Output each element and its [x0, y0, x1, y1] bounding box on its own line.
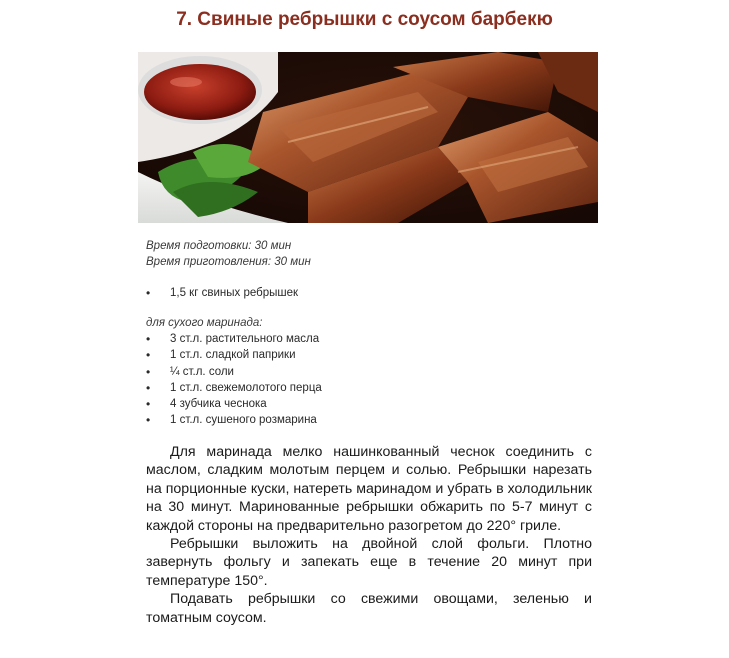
prep-time: Время подготовки: 30 мин	[146, 240, 292, 252]
marinade-ingredients-list	[146, 331, 322, 429]
list-item: • 1 ст.л. свежемолотого перца	[146, 380, 322, 396]
instruction-paragraph: Ребрышки выложить на двойной слой фольги. Плотно завернуть фольгу и запекать еще в течение 20 минут при температуре 150°.	[146, 536, 592, 589]
instruction-paragraph: Для маринада мелко нашинкованный чеснок соединить с маслом, сладким молотым перцем и солью. Ребрышки нарезать на порционные куски, натереть маринадом и убрать в холодильник на 30 минут. Маринованные ребрышки обжарить по 5-7 минут с каждой стороны на предварительно разогретом до 220° гриле.	[146, 444, 592, 534]
instructions	[146, 443, 592, 627]
marinade-heading: для сухого маринада:	[146, 317, 263, 329]
list-item: • 4 зубчика чеснока	[146, 396, 322, 412]
recipe-photo	[138, 52, 598, 223]
list-item: • 1 ст.л. сушеного розмарина	[146, 412, 322, 428]
list-item: • 3 ст.л. растительного масла	[146, 331, 322, 347]
main-ingredients-list	[146, 285, 298, 301]
cook-time: Время приготовления: 30 мин	[146, 256, 311, 268]
instruction-paragraph: Подавать ребрышки со свежими овощами, зеленью и томатным соусом.	[146, 591, 592, 626]
list-item: • ¼ ст.л. соли	[146, 364, 322, 380]
recipe-meta	[146, 238, 311, 270]
list-item: • 1,5 кг свиных ребрышек	[146, 285, 298, 301]
recipe-title: 7. Свиные ребрышки с соусом барбекю	[176, 9, 553, 30]
list-item: • 1 ст.л. сладкой паприки	[146, 347, 322, 363]
